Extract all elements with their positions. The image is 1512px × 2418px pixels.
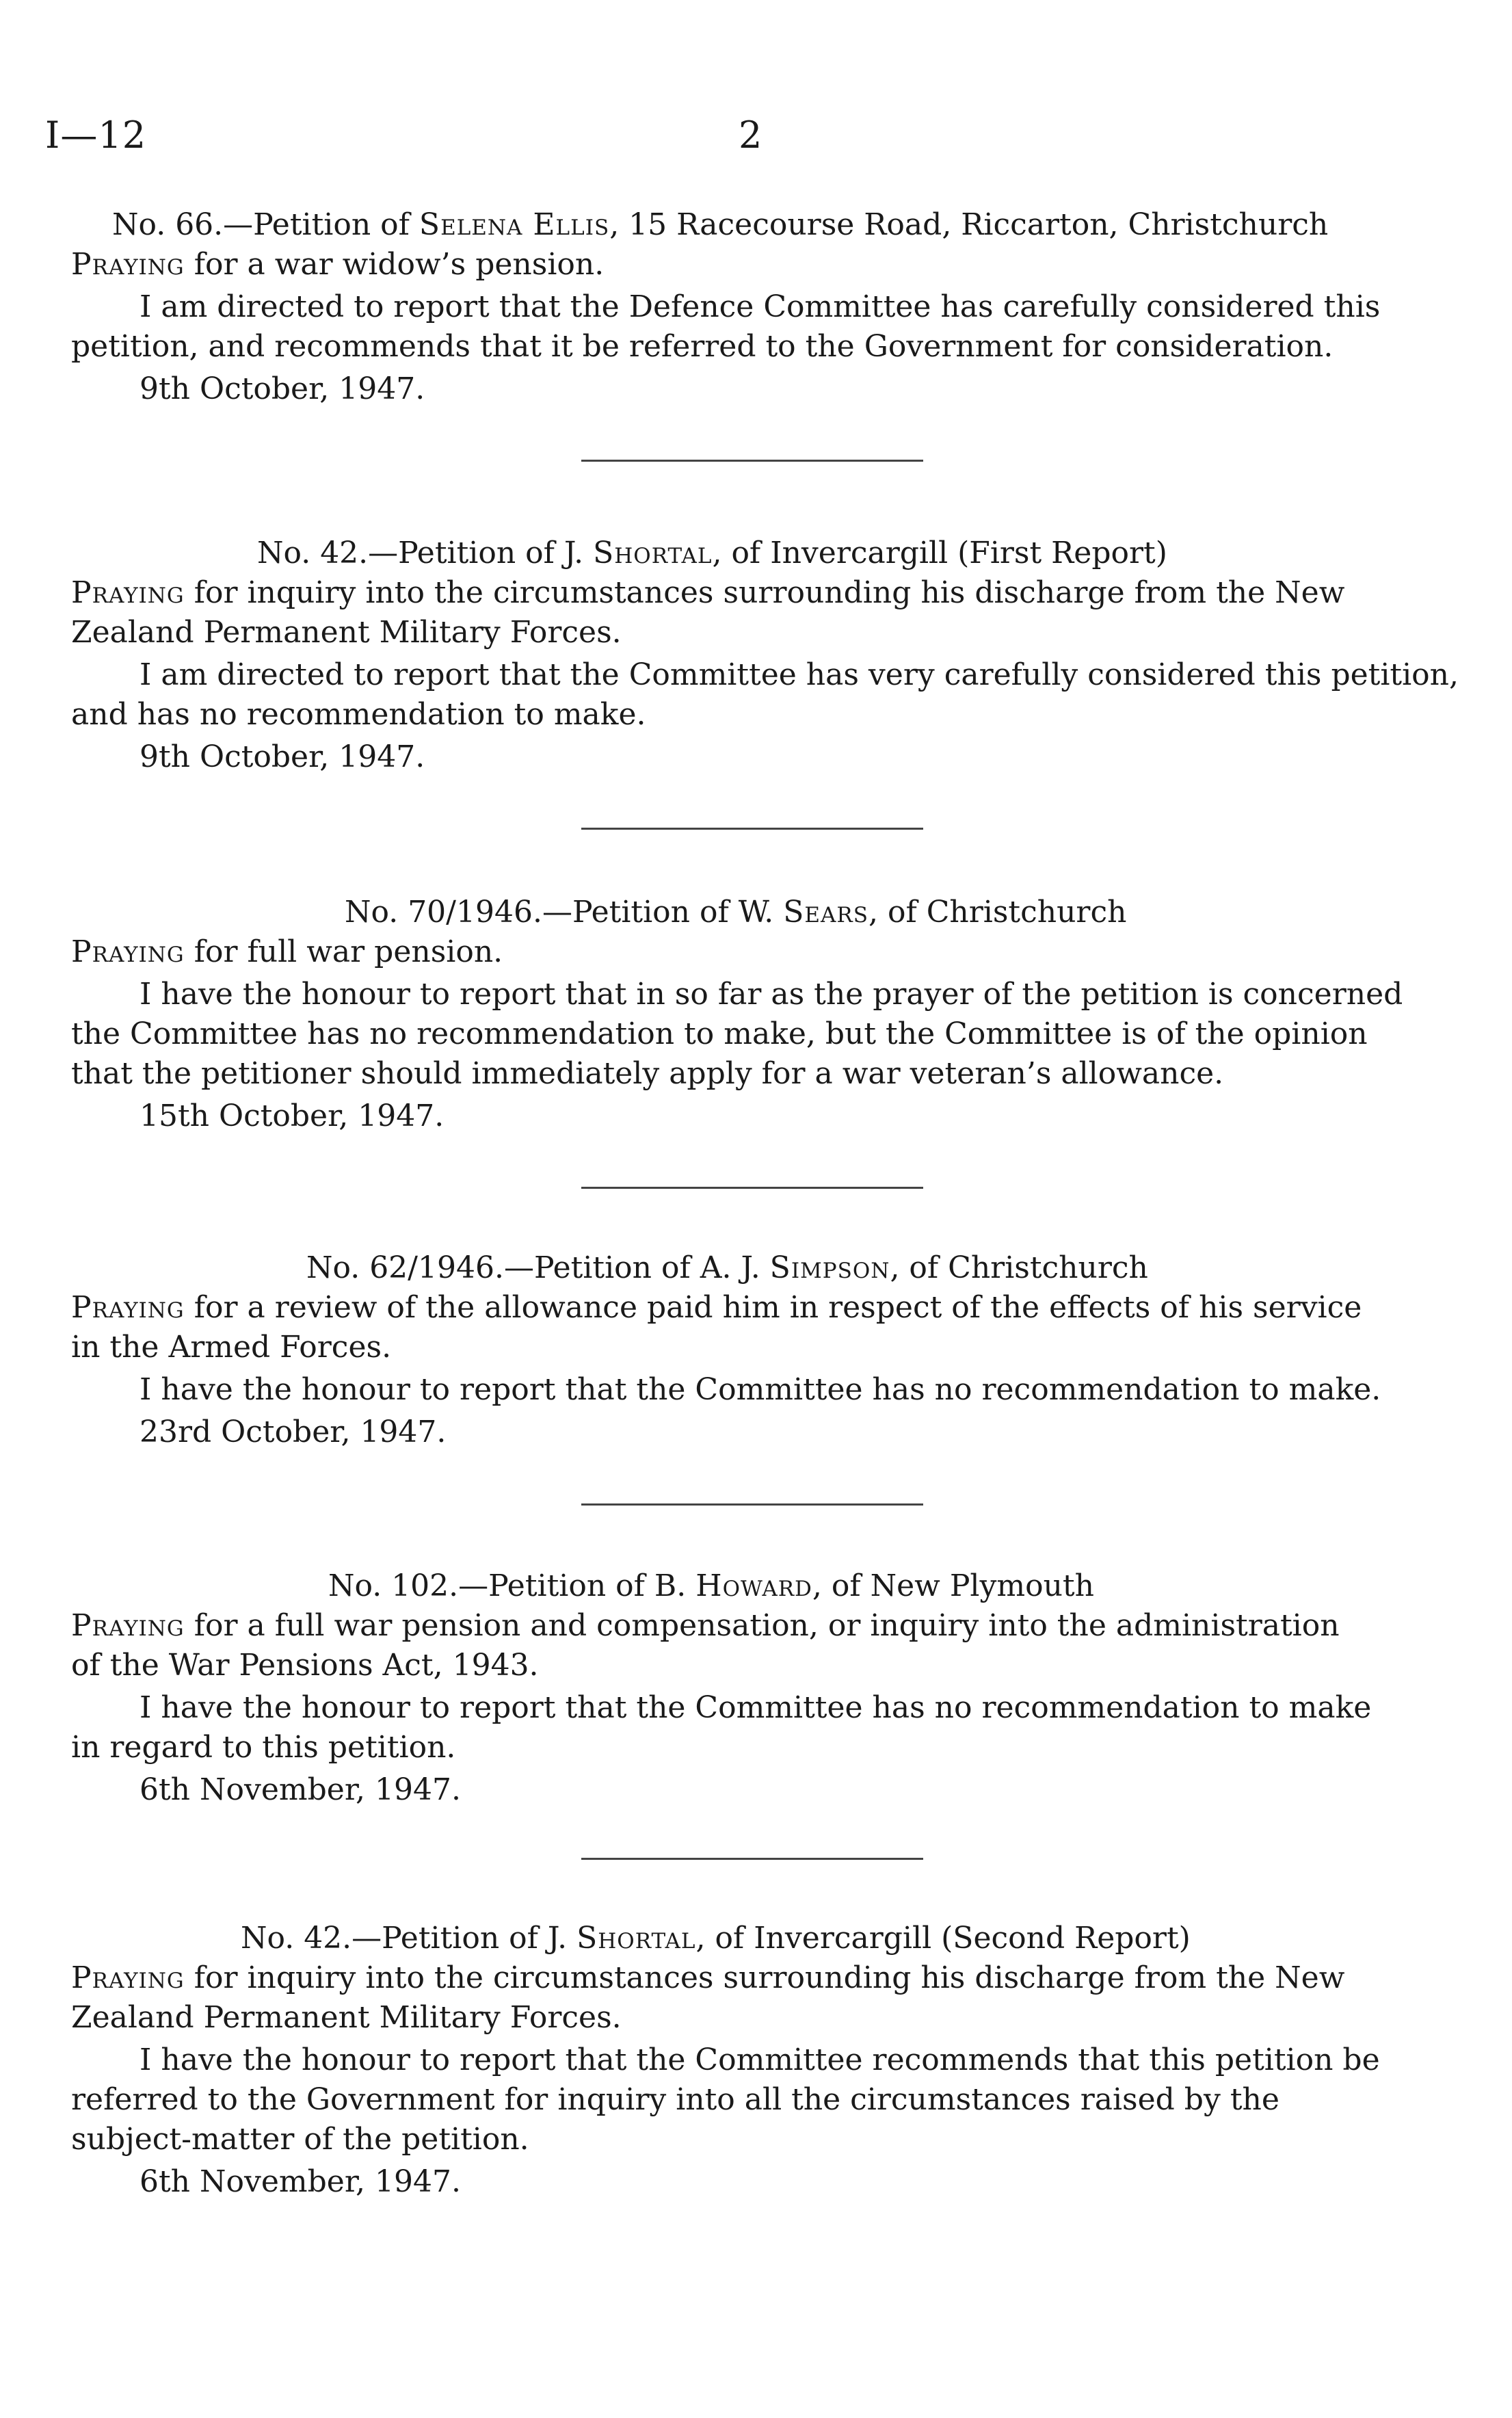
petition-entry bbox=[71, 534, 1459, 777]
praying-line: Praying for full war pension. bbox=[71, 934, 503, 969]
petitioner-name: Shortal bbox=[593, 536, 713, 570]
report-date: 9th October, 1947. bbox=[140, 371, 425, 406]
petitioner-name: Shortal bbox=[576, 1921, 696, 1956]
report-date: 15th October, 1947. bbox=[140, 1099, 445, 1133]
section-divider bbox=[581, 1858, 923, 1860]
report-line: I have the honour to report that the Committee recommends that this petition be bbox=[140, 2042, 1380, 2077]
petition-title: No. 42.—Petition of J. Shortal, of Invercargill (First Report) bbox=[257, 536, 1167, 570]
report-line: referred to the Government for inquiry into all the circumstances raised by the bbox=[71, 2082, 1279, 2117]
praying-line: Praying for inquiry into the circumstances surrounding his discharge from the New bbox=[71, 1960, 1345, 1995]
petitioner-name: Sears bbox=[783, 895, 868, 930]
paper-reference: I—12 bbox=[45, 114, 147, 157]
report-line: I have the honour to report that the Committee has no recommendation to make. bbox=[140, 1372, 1381, 1407]
petition-entry bbox=[71, 1248, 1428, 1452]
petition-title: No. 62/1946.—Petition of A. J. Simpson, of Christchurch bbox=[306, 1250, 1148, 1285]
report-line: that the petitioner should immediately apply for a war veteran’s allowance. bbox=[71, 1056, 1224, 1091]
petitioner-name: Simpson bbox=[769, 1250, 890, 1285]
petition-entry bbox=[71, 1919, 1428, 2202]
report-date: 9th October, 1947. bbox=[140, 739, 425, 774]
report-line: the Committee has no recommendation to make, but the Committee is of the opinion bbox=[71, 1016, 1368, 1051]
petition-title: No. 42.—Petition of J. Shortal, of Invercargill (Second Report) bbox=[241, 1921, 1191, 1956]
petitioner-name: Howard bbox=[695, 1568, 812, 1603]
section-divider bbox=[581, 460, 923, 462]
praying-word: Praying bbox=[71, 575, 185, 610]
section-divider bbox=[581, 1503, 923, 1506]
report-date: 6th November, 1947. bbox=[140, 2164, 461, 2199]
report-date: 6th November, 1947. bbox=[140, 1772, 461, 1807]
praying-line: Praying for a full war pension and compensation, or inquiry into the administration bbox=[71, 1608, 1340, 1643]
praying-word: Praying bbox=[71, 247, 185, 282]
report-line: petition, and recommends that it be referred to the Government for consideration. bbox=[71, 329, 1334, 364]
report-line: I am directed to report that the Committee has very carefully considered this petition, bbox=[140, 657, 1459, 692]
praying-word: Praying bbox=[71, 1290, 185, 1325]
petition-title: No. 70/1946.—Petition of W. Sears, of Christchurch bbox=[345, 895, 1127, 930]
praying-line: in the Armed Forces. bbox=[71, 1330, 392, 1365]
praying-line: Praying for inquiry into the circumstances surrounding his discharge from the New bbox=[71, 575, 1345, 610]
report-line: I am directed to report that the Defence Committee has carefully considered this bbox=[140, 289, 1381, 324]
praying-line: of the War Pensions Act, 1943. bbox=[71, 1648, 539, 1683]
report-date: 23rd October, 1947. bbox=[140, 1415, 447, 1449]
report-line: subject-matter of the petition. bbox=[71, 2122, 529, 2157]
report-line: I have the honour to report that the Committee has no recommendation to make bbox=[140, 1690, 1372, 1725]
report-line: I have the honour to report that in so far as the prayer of the petition is concerned bbox=[140, 977, 1403, 1012]
page-number: 2 bbox=[739, 114, 762, 157]
report-line: in regard to this petition. bbox=[71, 1730, 456, 1765]
praying-line: Zealand Permanent Military Forces. bbox=[71, 615, 622, 650]
praying-word: Praying bbox=[71, 1608, 185, 1643]
praying-line: Praying for a war widow’s pension. bbox=[71, 247, 605, 282]
petitioner-name: Selena Ellis bbox=[419, 207, 610, 242]
section-divider bbox=[581, 1187, 923, 1189]
praying-line: Praying for a review of the allowance paid him in respect of the effects of his service bbox=[71, 1290, 1362, 1325]
petition-title: No. 102.—Petition of B. Howard, of New Plymouth bbox=[328, 1568, 1094, 1603]
praying-line: Zealand Permanent Military Forces. bbox=[71, 2000, 622, 2035]
praying-word: Praying bbox=[71, 934, 185, 969]
petition-entry bbox=[71, 205, 1428, 409]
petition-title: No. 66.—Petition of Selena Ellis, 15 Racecourse Road, Riccarton, Christchurch bbox=[112, 207, 1329, 242]
petition-entry bbox=[71, 1566, 1428, 1810]
section-divider bbox=[581, 828, 923, 830]
praying-word: Praying bbox=[71, 1960, 185, 1995]
report-line: and has no recommendation to make. bbox=[71, 697, 646, 732]
petition-entry bbox=[71, 893, 1428, 1136]
